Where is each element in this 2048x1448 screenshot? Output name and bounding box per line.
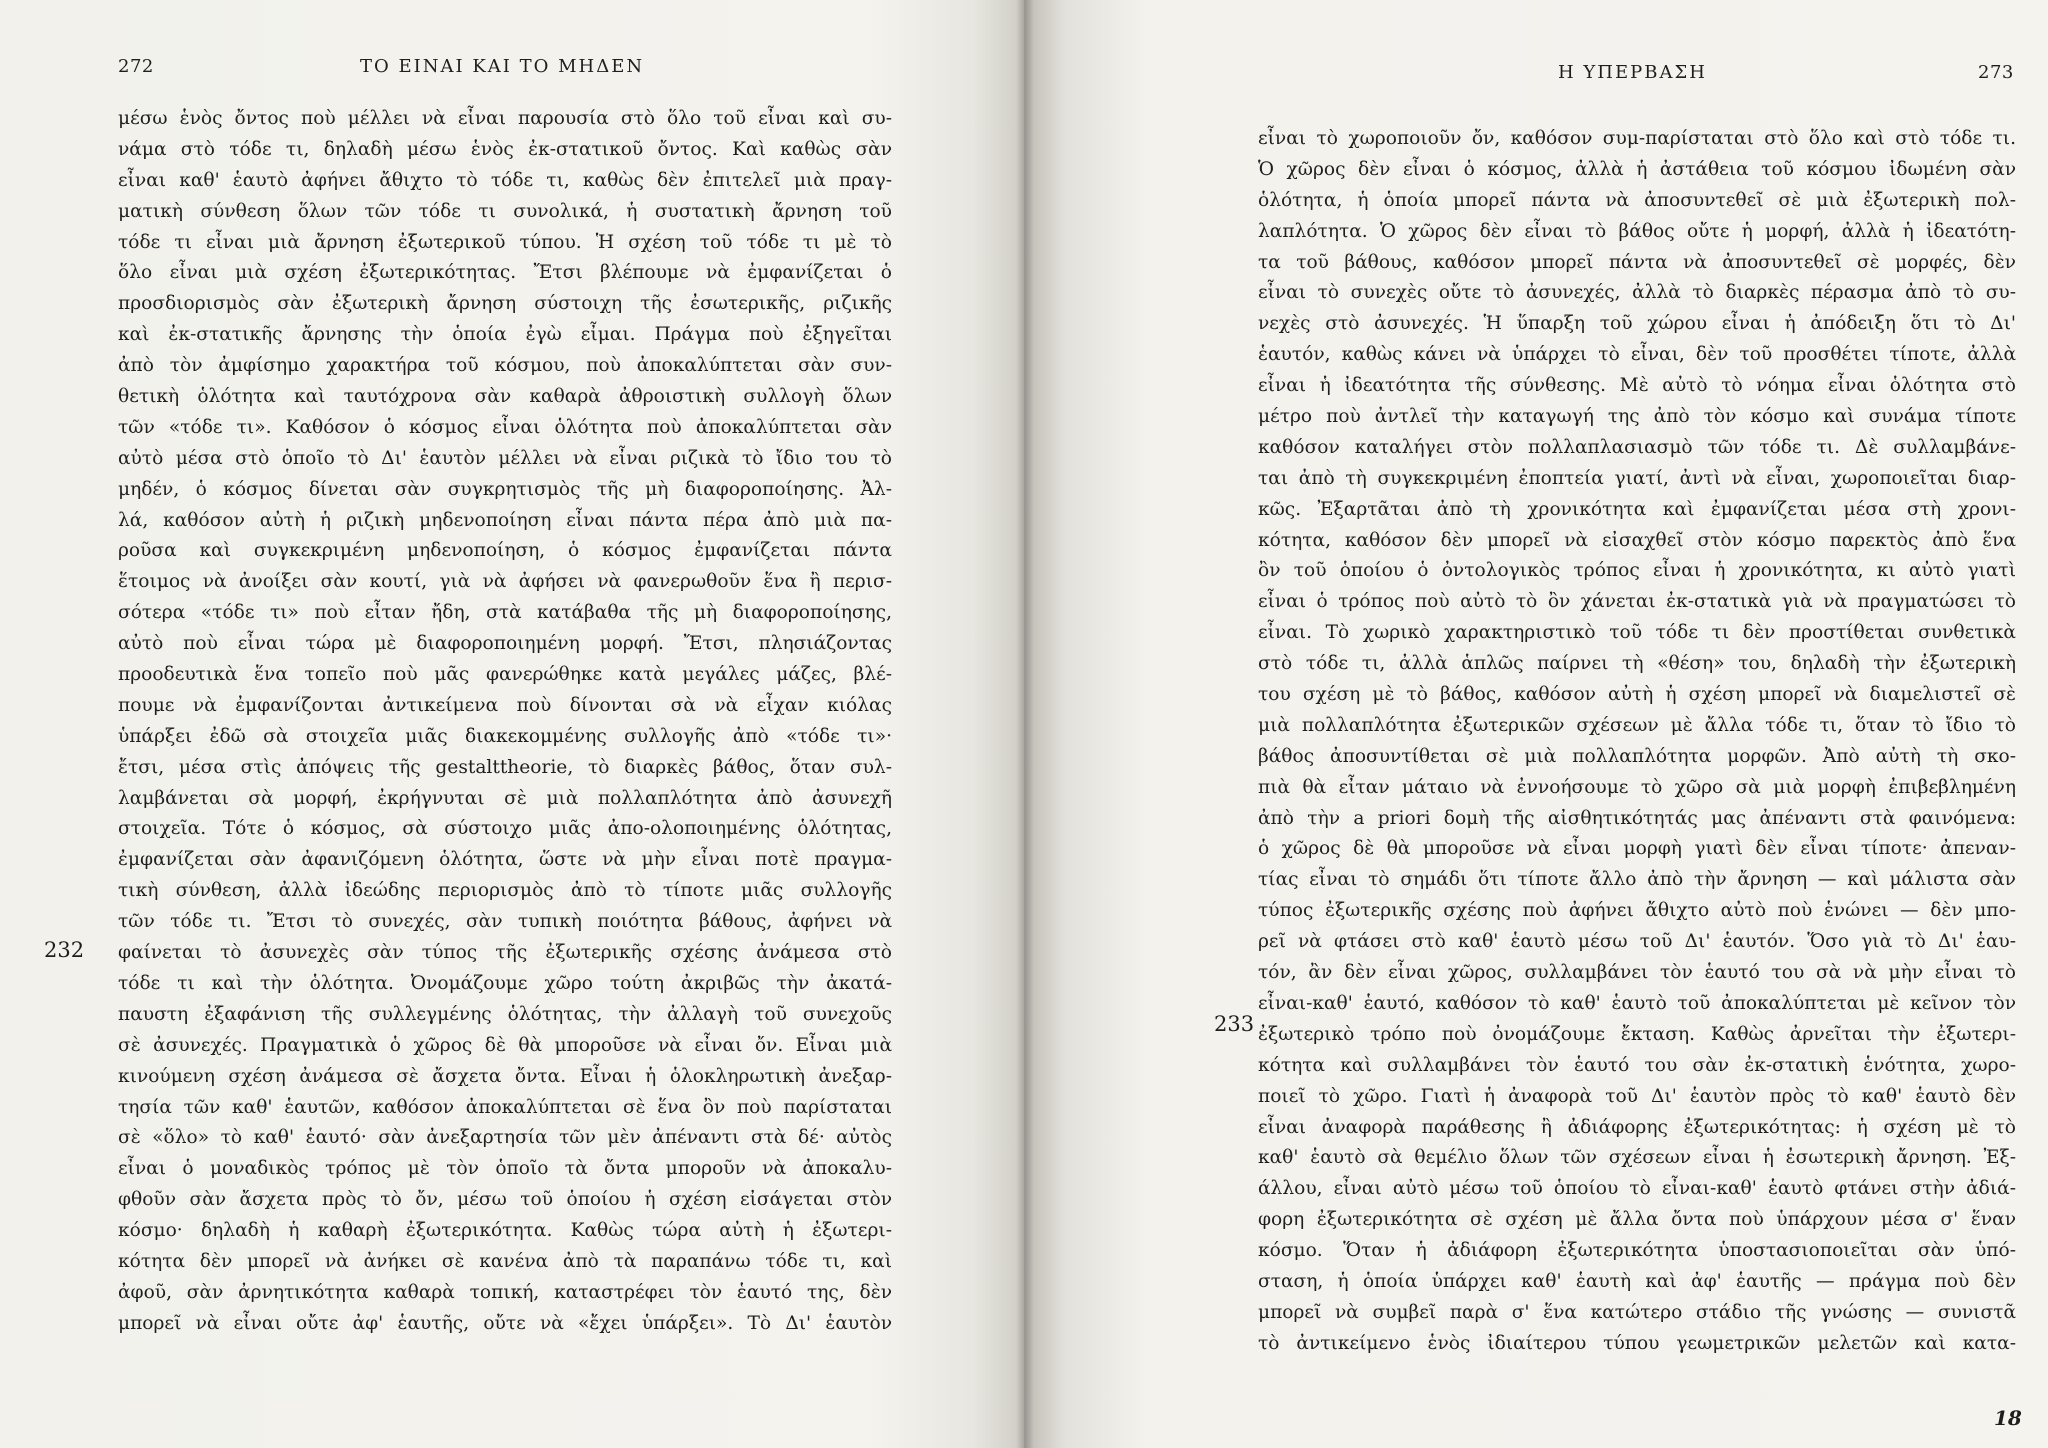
text-line: εἶναι τὸ συνεχὲς οὔτε τὸ ἀσυνεχές, ἀλλὰ τὸ διαρκὲς πέρασμα ἀπὸ τὸ συ- xyxy=(1258,282,2016,304)
text-line: κότητα δὲν μπορεῖ νὰ ἀνήκει σὲ κανένα ἀπὸ τὰ παραπάνω τόδε τι, καὶ xyxy=(118,1250,892,1272)
text-line: αὐτὸ ποὺ εἶναι τώρα μὲ διαφοροποιημένη μορφή. Ἔτσι, πλησιάζοντας xyxy=(118,633,892,655)
text-line: καθ' ἑαυτὸ σὰ θεμέλιο ὅλων τῶν σχέσεων εἶναι ἡ ἐσωτερικὴ ἄρνηση. Ἐξ- xyxy=(1258,1147,2016,1169)
text-line: σὲ ἀσυνεχές. Πραγματικὰ ὁ χῶρος δὲ θὰ μποροῦσε νὰ εἶναι ὄν. Εἶναι μιὰ xyxy=(118,1034,892,1056)
text-line: τῶν «τόδε τι». Καθόσον ὁ κόσμος εἶναι ὁλότητα ποὺ ἀποκαλύπτεται σὰν xyxy=(118,416,892,438)
text-line: ἀπὸ τὴν a priori δομὴ τῆς αἰσθητικότητάς μας ἀπέναντι στὰ φαινόμενα: xyxy=(1258,807,2016,829)
text-line: ἔτσι, μέσα στὶς ἀπόψεις τῆς gestalttheorie, τὸ διαρκὲς βάθος, ὅταν συλ- xyxy=(118,756,892,778)
text-line: προσδιορισμὸς σὰν ἐξωτερικὴ ἄρνηση σύστοιχη τῆς ἐσωτερικῆς, ριζικῆς xyxy=(118,293,892,315)
right-page xyxy=(1024,0,2048,1448)
text-line: ὁ χῶρος δὲ θὰ μποροῦσε νὰ εἶναι μορφὴ γιατὶ δὲν εἶναι τίποτε· ἀπεναν- xyxy=(1258,838,2016,860)
text-line: προοδευτικὰ ἕνα τοπεῖο ποὺ μᾶς φανερώθηκε κατὰ μεγάλες μάζες, βλέ- xyxy=(118,664,892,686)
text-line: μηδέν, ὁ κόσμος δίνεται σὰν συγκρητισμὸς τῆς μὴ διαφοροποίησης. Ἀλ- xyxy=(118,478,892,500)
text-line: τόδε τι καὶ τὴν ὁλότητα. Ὀνομάζουμε χῶρο τούτη ἀκριβῶς τὴν ἀκατά- xyxy=(118,972,892,994)
text-line: τησία τῶν καθ' ἑαυτῶν, καθόσον ἀποκαλύπτεται σὲ ἕνα ὂν ποὺ παρίσταται xyxy=(118,1096,892,1118)
text-line: εἶναι. Τὸ χωρικὸ χαρακτηριστικὸ τοῦ τόδε τι δὲν προστίθεται συνθετικὰ xyxy=(1258,622,2016,644)
text-line: κότητα καὶ συλλαμβάνει τὸν ἑαυτό του σὰν ἐκ-στατικὴ ἑνότητα, χωρο- xyxy=(1258,1054,2016,1076)
text-line: πιὰ θὰ εἶταν μάταιο νὰ ἐννοήσουμε τὸ χῶρο σὰ μιὰ μορφὴ ἐπιβεβλημένη xyxy=(1258,776,2016,798)
text-line: ἕτοιμος νὰ ἀνοίξει σὰν κουτί, γιὰ νὰ ἀφήσει νὰ φανερωθοῦν ἕνα ἢ περισ- xyxy=(118,571,892,593)
text-line: τόδε τι εἶναι μιὰ ἄρνηση ἐξωτερικοῦ τύπου. Ἡ σχέση τοῦ τόδε τι μὲ τὸ xyxy=(118,231,892,253)
text-line: ματικὴ σύνθεση ὅλων τῶν τόδε τι συνολικά, ἡ συστατικὴ ἄρνηση τοῦ xyxy=(118,200,892,222)
text-line: λά, καθόσον αὐτὴ ἡ ριζικὴ μηδενοποίηση εἶναι πάντα πέρα ἀπὸ μιὰ πα- xyxy=(118,509,892,531)
text-line: ροῦσα καὶ συγκεκριμένη μηδενοποίηση, ὁ κόσμος ἐμφανίζεται πάντα xyxy=(118,540,892,562)
text-line: ἑαυτόν, καθὼς κάνει νὰ ὑπάρχει τὸ εἶναι, δὲν τοῦ προσθέτει τίποτε, ἀλλὰ xyxy=(1258,344,2016,366)
text-line: εἶναι τὸ χωροποιοῦν ὄν, καθόσον συμ-παρίσταται στὸ ὅλο καὶ στὸ τόδε τι. xyxy=(1258,128,2016,149)
text-line: φαίνεται τὸ ἀσυνεχὲς σὰν τύπος τῆς ἐξωτερικῆς σχέσης ἀνάμεσα στὸ xyxy=(118,942,892,964)
text-line: καθόσον καταλήγει στὸν πολλαπλασιασμὸ τῶν τόδε τι. Δὲ συλλαμβάνε- xyxy=(1258,436,2016,458)
text-line: κότητα, καθόσον δὲν μπορεῖ νὰ εἰσαχθεῖ στὸν κόσμο παρεκτὸς ἀπὸ ἕνα xyxy=(1258,529,2016,551)
text-line: κόσμο· δηλαδὴ ἡ καθαρὴ ἐξωτερικότητα. Καθὼς τώρα αὐτὴ ἡ ἐξωτερι- xyxy=(118,1220,892,1242)
margin-number: 233 xyxy=(1214,1012,1255,1036)
text-line: κόσμο. Ὅταν ἡ ἀδιάφορη ἐξωτερικότητα ὑποστασιοποιεῖται σὰν ὑπό- xyxy=(1258,1240,2016,1262)
text-line: κῶς. Ἐξαρτᾶται ἀπὸ τὴ χρονικότητα καὶ ἐμφανίζεται μέσα στὴ χρονι- xyxy=(1258,498,2016,520)
text-line: θετικὴ ὁλότητα καὶ ταυτόχρονα σὰν καθαρὰ ἀθροιστικὴ συλλογὴ ὅλων xyxy=(118,386,892,408)
margin-number: 232 xyxy=(44,938,85,962)
book-gutter xyxy=(1016,0,1034,1448)
text-line: εἶναι-καθ' ἑαυτό, καθόσον τὸ καθ' ἑαυτὸ τοῦ ἀποκαλύπτεται μὲ κεῖνον τὸν xyxy=(1258,992,2016,1014)
text-line: ται ἀπὸ τὴ συγκεκριμένη ἐποπτεία γιατί, ἀντὶ νὰ εἶναι, χωροποιεῖται διαρ- xyxy=(1258,467,2016,489)
text-line: καὶ ἐκ-στατικῆς ἄρνησης τὴν ὁποία ἐγὼ εἶμαι. Πράγμα ποὺ ἐξηγεῖται xyxy=(118,324,892,346)
text-line: σότερα «τόδε τι» ποὺ εἶταν ἤδη, στὰ κατάβαθα τῆς μὴ διαφοροποίησης, xyxy=(118,602,892,624)
text-line: ἐξωτερικὸ τρόπο ποὺ ὀνομάζουμε ἔκταση. Καθὼς ἀρνεῖται τὴν ἐξωτερι- xyxy=(1258,1023,2016,1045)
text-line: μέσω ἑνὸς ὄντος ποὺ μέλλει νὰ εἶναι παρουσία στὸ ὅλο τοῦ εἶναι καὶ συ- xyxy=(118,108,892,129)
text-line: τικὴ σύνθεση, ἀλλὰ ἰδεώδης περιορισμὸς ἀπὸ τὸ τίποτε μιᾶς συλλογῆς xyxy=(118,880,892,902)
text-line: μπορεῖ νὰ εἶναι οὔτε ἀφ' ἑαυτῆς, οὔτε νὰ «ἔχει ὑπάρξει». Τὸ Δι' ἑαυτὸν xyxy=(118,1312,892,1334)
text-line: του σχέση μὲ τὸ βάθος, καθόσον αὐτὴ ἡ σχέση μπορεῖ νὰ διαμελιστεῖ σὲ xyxy=(1258,684,2016,706)
text-line: ὁλότητα, ἡ ὁποία μπορεῖ πάντα νὰ ἀποσυντεθεῖ σὲ μιὰ ἐξωτερικὴ πολ- xyxy=(1258,189,2016,211)
text-line: νάμα στὸ τόδε τι, δηλαδὴ μέσω ἑνὸς ἐκ-στατικοῦ ὄντος. Καὶ καθὼς σὰν xyxy=(118,138,892,160)
text-line: ρεῖ νὰ φτάσει στὸ καθ' ἑαυτὸ μέσω τοῦ Δι' ἑαυτόν. Ὅσο γιὰ τὸ Δι' ἑαυ- xyxy=(1258,931,2016,953)
page-number: 273 xyxy=(1978,62,2014,83)
text-line: παυστη ἐξαφάνιση τῆς συλλεγμένης ὁλότητας, τὴν ἀλλαγὴ τοῦ συνεχοῦς xyxy=(118,1003,892,1025)
body-text xyxy=(118,104,892,1340)
text-line: λαπλότητα. Ὁ χῶρος δὲν εἶναι τὸ βάθος οὔτε ἡ μορφή, ἀλλὰ ἡ ἰδεατότη- xyxy=(1258,220,2016,242)
text-line: στὸ τόδε τι, ἀλλὰ ἁπλῶς παίρνει τὴ «θέση» του, δηλαδὴ τὴν ἐξωτερικὴ xyxy=(1258,653,2016,675)
text-line: μιὰ πολλαπλότητα ἐξωτερικῶν σχέσεων μὲ ἄλλα τόδε τι, ὅταν τὸ ἴδιο τὸ xyxy=(1258,714,2016,736)
text-line: εἶναι καθ' ἑαυτὸ ἀφήνει ἄθιχτο τὸ τόδε τι, καθὼς δὲν ἐπιτελεῖ μιὰ πραγ- xyxy=(118,169,892,191)
text-line: τα τοῦ βάθους, καθόσον μπορεῖ πάντα νὰ ἀποσυντεθεῖ σὲ μορφές, δὲν xyxy=(1258,251,2016,273)
text-line: κινούμενη σχέση ἀνάμεσα σὲ ἄσχετα ὄντα. Εἶναι ἡ ὁλοκληρωτικὴ ἀνεξαρ- xyxy=(118,1065,892,1087)
text-line: τύπος ἐξωτερικῆς σχέσης ποὺ ἀφήνει ἄθιχτο αὐτὸ ποὺ ἑνώνει — δὲν μπο- xyxy=(1258,900,2016,922)
text-line: σὲ «ὅλο» τὸ καθ' ἑαυτό· σὰν ἀνεξαρτησία τῶν μὲν ἀπέναντι στὰ δέ· αὐτὸς xyxy=(118,1127,892,1149)
text-line: πουμε νὰ ἐμφανίζονται ἀντικείμενα ποὺ δίνονται σὰ νὰ εἶχαν κιόλας xyxy=(118,694,892,716)
text-line: εἶναι ὁ τρόπος ποὺ αὐτὸ τὸ ὂν χάνεται ἐκ-στατικὰ γιὰ νὰ πραγματώσει τὸ xyxy=(1258,591,2016,613)
text-line: ἀφοῦ, σὰν ἀρνητικότητα καθαρὰ τοπική, καταστρέφει τὸν ἑαυτό της, δὲν xyxy=(118,1281,892,1303)
text-line: στοιχεῖα. Τότε ὁ κόσμος, σὰ σύστοιχο μιᾶς ἀπο-ολοποιημένης ὁλότητας, xyxy=(118,818,892,840)
text-line: φορη ἐξωτερικότητα σὲ σχέση μὲ ἄλλα ὄντα ποὺ ὑπάρχουν μέσα σ' ἕναν xyxy=(1258,1209,2016,1231)
text-line: ὅλο εἶναι μιὰ σχέση ἐξωτερικότητας. Ἔτσι βλέπουμε νὰ ἐμφανίζεται ὁ xyxy=(118,262,892,284)
text-line: λαμβάνεται σὰ μορφή, ἐκρήγνυται σὲ μιὰ πολλαπλότητα ἀπὸ ἀσυνεχῆ xyxy=(118,787,892,809)
text-line: βάθος ἀποσυντίθεται σὲ μιὰ πολλαπλότητα μορφῶν. Ἀπὸ αὐτὴ τὴ σκο- xyxy=(1258,745,2016,767)
text-line: τίας εἶναι τὸ σημάδι ὅτι τίποτε ἄλλο ἀπὸ τὴν ἄρνηση — καὶ μάλιστα σὰν xyxy=(1258,869,2016,891)
text-line: μέτρο ποὺ ἀντλεῖ τὴν καταγωγή της ἀπὸ τὸν κόσμο καὶ συνάμα τίποτε xyxy=(1258,406,2016,428)
body-text xyxy=(1258,124,2016,1360)
text-line: τὸ ἀντικείμενο ἑνὸς ἰδιαίτερου τύπου γεωμετρικῶν μελετῶν καὶ κατα- xyxy=(1258,1332,2016,1354)
text-line: άλλου, εἶναι αὐτὸ μέσω τοῦ ὁποίου τὸ εἶναι-καθ' ἑαυτὸ φτάνει στὴν ἀδιά- xyxy=(1258,1178,2016,1200)
printer-signature: 18 xyxy=(1994,1406,2022,1430)
text-line: σταση, ἡ ὁποία ὑπάρχει καθ' ἑαυτὴ καὶ ἀφ' ἑαυτῆς — πράγμα ποὺ δὲν xyxy=(1258,1270,2016,1292)
text-line: ὂν τοῦ ὁποίου ὁ ὀντολογικὸς τρόπος εἶναι ἡ χρονικότητα, κι αὐτὸ γιατὶ xyxy=(1258,560,2016,582)
text-line: νεχὲς στὸ ἀσυνεχές. Ἡ ὕπαρξη τοῦ χώρου εἶναι ἡ ἀπόδειξη ὅτι τὸ Δι' xyxy=(1258,313,2016,335)
text-line: ποιεῖ τὸ χῶρο. Γιατὶ ἡ ἀναφορὰ τοῦ Δι' ἑαυτὸν πρὸς τὸ καθ' ἑαυτὸ δὲν xyxy=(1258,1085,2016,1107)
text-line: φθοῦν σὰν ἄσχετα πρὸς τὸ ὄν, μέσω τοῦ ὁποίου ἡ σχέση εἰσάγεται στὸν xyxy=(118,1189,892,1211)
text-line: αὐτὸ μέσα στὸ ὁποῖο τὸ Δι' ἑαυτὸν μέλλει νὰ εἶναι ριζικὰ τὸ ἴδιο του τὸ xyxy=(118,447,892,469)
text-line: ἀπὸ τὸν ἀμφίσημο χαρακτήρα τοῦ κόσμου, ποὺ ἀποκαλύπτεται σὰν συν- xyxy=(118,355,892,377)
text-line: εἶναι ἡ ἰδεατότητα τῆς σύνθεσης. Μὲ αὐτὸ τὸ νόημα εἶναι ὁλότητα στὸ xyxy=(1258,375,2016,397)
text-line: τῶν τόδε τι. Ἔτσι τὸ συνεχές, σὰν τυπικὴ ποιότητα βάθους, ἀφήνει νὰ xyxy=(118,911,892,933)
text-line: εἶναι ἀναφορὰ παράθεσης ἢ ἀδιάφορης ἐξωτερικότητας: ἡ σχέση μὲ τὸ xyxy=(1258,1116,2016,1138)
text-line: ὑπάρξει ἐδῶ σὰ στοιχεῖα μιᾶς διακεκομμένης συλλογῆς ἀπὸ «τόδε τι»· xyxy=(118,725,892,747)
text-line: εἶναι ὁ μοναδικὸς τρόπος μὲ τὸν ὁποῖο τὰ ὄντα μποροῦν νὰ ἀποκαλυ- xyxy=(118,1158,892,1180)
page-number: 272 xyxy=(118,56,154,77)
text-line: τόν, ἂν δὲν εἶναι χῶρος, συλλαμβάνει τὸν ἑαυτό του σὰ νὰ μὴν εἶναι τὸ xyxy=(1258,962,2016,984)
running-head: ΤΟ ΕΙΝΑΙ ΚΑΙ ΤΟ ΜΗΔΕΝ xyxy=(360,56,645,77)
text-line: Ὁ χῶρος δὲν εἶναι ὁ κόσμος, ἀλλὰ ἡ ἀστάθεια τοῦ κόσμου ἰδωμένη σὰν xyxy=(1258,158,2016,180)
running-head: Η ΥΠΕΡΒΑΣΗ xyxy=(1558,62,1707,83)
text-line: ἐμφανίζεται σὰν ἀφανιζόμενη ὁλότητα, ὥστε νὰ μὴν εἶναι ποτὲ πραγμα- xyxy=(118,849,892,871)
text-line: μπορεῖ νὰ συμβεῖ παρὰ σ' ἕνα κατώτερο στάδιο τῆς γνώσης — συνιστᾶ xyxy=(1258,1301,2016,1323)
